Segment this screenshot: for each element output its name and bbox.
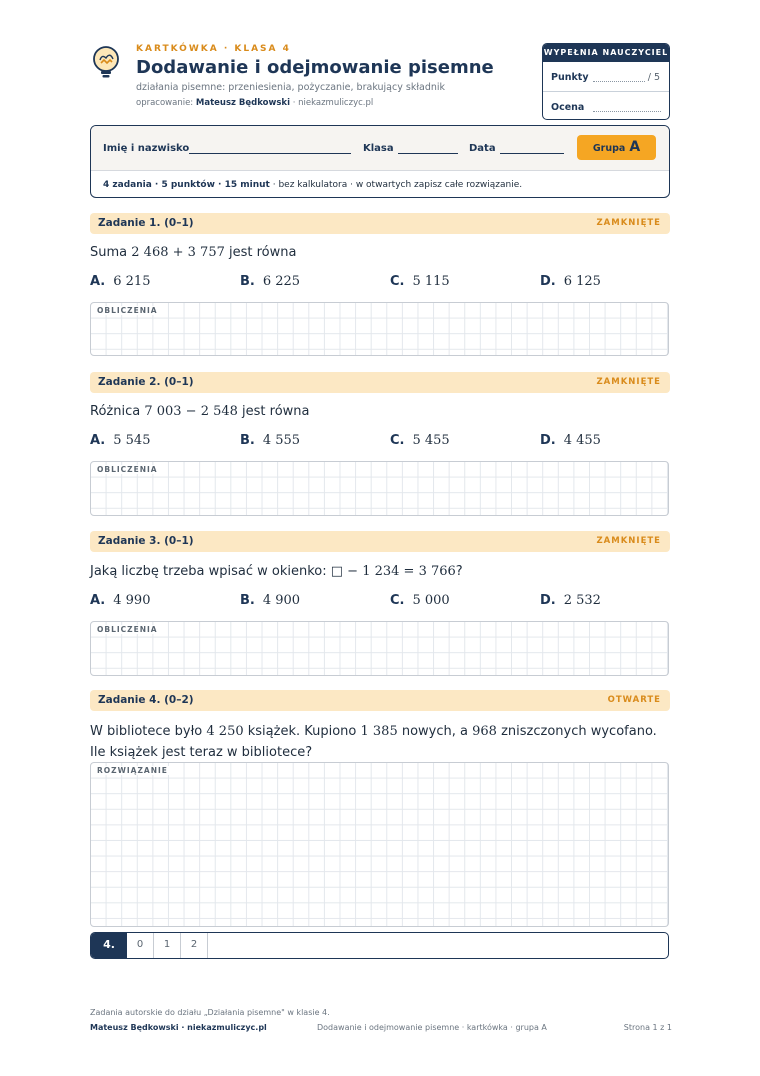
task-2-label: Zadanie 2. (0–1) (98, 376, 194, 388)
answer-value: 6 215 (113, 274, 151, 289)
task-3-question-math: □ − 1 234 = 3 766 (330, 564, 456, 579)
task-4-question (90, 721, 670, 763)
task-3-type: ZAMKNIĘTE (596, 536, 661, 546)
task-3-answer-d[interactable] (540, 593, 601, 608)
answer-letter: D. (540, 274, 556, 289)
task-2-question-tail: jest równa (237, 404, 310, 419)
task-1-question (90, 245, 296, 260)
task-3-work-area[interactable] (90, 621, 669, 676)
task-4-question-math: 968 (472, 724, 497, 739)
credits-site: · niekazmuliczyc.pl (292, 98, 374, 108)
points-field[interactable] (593, 81, 645, 82)
task-2-question-text: Różnica (90, 404, 145, 419)
task-2-answers (90, 433, 670, 453)
task-4-question-math: 1 385 (360, 724, 398, 739)
task-2-work-area[interactable] (90, 461, 669, 516)
work-area-label: OBLICZENIA (97, 306, 158, 315)
footer-author: Mateusz Będkowski · niekazmuliczyc.pl (90, 1023, 267, 1032)
answer-value: 4 990 (113, 593, 151, 608)
page-subtitle: działania pisemne: przeniesienia, pożyczanie, brakujący składnik (136, 82, 446, 93)
name-field[interactable] (189, 153, 351, 154)
task-2-question (90, 404, 310, 419)
task-1-question-math: 2 468 + 3 757 (131, 245, 225, 260)
task-1-question-text: Suma (90, 245, 132, 260)
task-3-header (90, 531, 670, 552)
task-3-answers (90, 593, 670, 613)
work-area-label: OBLICZENIA (97, 625, 158, 634)
grade-field[interactable] (593, 111, 661, 112)
task-4-work-area[interactable] (90, 762, 669, 927)
grade-label: Ocena (551, 102, 585, 113)
task-4-question-part: W bibliotece było (90, 724, 207, 739)
points-label: Punkty (551, 72, 589, 83)
task-3-answer-a[interactable] (90, 593, 150, 608)
class-field[interactable] (398, 153, 458, 154)
task-4-label: Zadanie 4. (0–2) (98, 694, 194, 706)
lightbulb-brain-icon (90, 44, 124, 80)
answer-letter: A. (90, 433, 106, 448)
task-1-header (90, 213, 670, 234)
score-task-number: 4. (91, 933, 127, 958)
student-info-box (90, 125, 670, 198)
teacher-box-title: WYPEŁNIA NAUCZYCIEL (543, 44, 669, 62)
task-3-question (90, 564, 463, 579)
task-4-question-math: 4 250 (206, 724, 244, 739)
task-4-question-part: zniszczonych wycofano. Ile książek jest teraz w bibliotece? (90, 724, 657, 760)
class-label: Klasa (363, 143, 394, 154)
task-2-answer-d[interactable] (540, 433, 601, 448)
page-title: Dodawanie i odejmowanie pisemne (136, 57, 494, 78)
test-info-summary: 4 zadania · 5 punktów · 15 minut (103, 180, 270, 190)
answer-value: 4 455 (563, 433, 601, 448)
task-1-question-tail: jest równa (224, 245, 297, 260)
task-3-label: Zadanie 3. (0–1) (98, 535, 194, 547)
task-1-work-area[interactable] (90, 302, 669, 356)
score-option-1[interactable]: 1 (154, 933, 181, 958)
group-badge (577, 135, 656, 160)
task-4-score-bar (90, 932, 669, 959)
answer-letter: A. (90, 274, 106, 289)
task-1-type: ZAMKNIĘTE (596, 218, 661, 228)
footer-page-number: Strona 1 z 1 (623, 1023, 672, 1032)
footer-center: Dodawanie i odejmowanie pisemne · kartkówka · grupa A (317, 1023, 547, 1032)
work-area-label: OBLICZENIA (97, 465, 158, 474)
task-4-header (90, 690, 670, 711)
date-label: Data (469, 143, 496, 154)
score-option-2[interactable]: 2 (181, 933, 208, 958)
answer-letter: C. (390, 593, 405, 608)
answer-letter: C. (390, 433, 405, 448)
group-label: Grupa (592, 143, 626, 154)
task-2-header (90, 372, 670, 393)
task-1-answer-b[interactable] (240, 274, 300, 289)
answer-value: 5 115 (412, 274, 450, 289)
task-2-answer-c[interactable] (390, 433, 450, 448)
task-4-type: OTWARTE (607, 695, 661, 705)
answer-value: 5 455 (412, 433, 450, 448)
answer-letter: B. (240, 433, 255, 448)
answer-letter: B. (240, 274, 255, 289)
name-label: Imię i nazwisko (103, 143, 190, 154)
answer-value: 5 545 (113, 433, 151, 448)
points-row (543, 62, 669, 91)
credits-author: Mateusz Będkowski (195, 98, 291, 108)
test-info-rules: · bez kalkulatora · w otwartych zapisz całe rozwiązanie. (272, 180, 523, 190)
answer-letter: B. (240, 593, 255, 608)
points-max: / 5 (647, 72, 660, 83)
credits-prefix: opracowanie: (136, 98, 194, 108)
answer-value: 4 555 (262, 433, 301, 448)
task-4-question-part: książek. Kupiono (243, 724, 361, 739)
work-area-label: ROZWIĄZANIE (97, 766, 168, 775)
task-1-answer-c[interactable] (390, 274, 450, 289)
date-field[interactable] (500, 153, 564, 154)
task-3-answer-b[interactable] (240, 593, 300, 608)
answer-letter: C. (390, 274, 405, 289)
student-fields (91, 126, 669, 171)
task-2-question-math: 7 003 − 2 548 (144, 404, 238, 419)
answer-value: 6 225 (262, 274, 301, 289)
task-2-answer-b[interactable] (240, 433, 300, 448)
answer-value: 5 000 (412, 593, 450, 608)
task-4-question-part: nowych, a (397, 724, 473, 739)
task-3-question-text: Jaką liczbę trzeba wpisać w okienko: (90, 564, 331, 579)
worksheet-kicker: KARTKÓWKA · KLASA 4 (136, 44, 291, 54)
score-option-0[interactable]: 0 (127, 933, 154, 958)
footer-note: Zadania autorskie do działu „Działania pisemne" w klasie 4. (90, 1008, 330, 1017)
answer-letter: D. (540, 433, 556, 448)
task-1-answers (90, 274, 670, 294)
answer-value: 2 532 (563, 593, 601, 608)
credits (136, 98, 373, 108)
task-1-label: Zadanie 1. (0–1) (98, 217, 194, 229)
task-1-answer-a[interactable] (90, 274, 150, 289)
grade-row (543, 91, 669, 120)
task-3-answer-c[interactable] (390, 593, 450, 608)
group-letter: A (629, 139, 641, 155)
answer-value: 6 125 (563, 274, 601, 289)
teacher-box (542, 43, 670, 120)
task-3-question-tail: ? (455, 564, 463, 579)
answer-letter: A. (90, 593, 106, 608)
answer-value: 4 900 (262, 593, 301, 608)
task-1-answer-d[interactable] (540, 274, 601, 289)
answer-letter: D. (540, 593, 556, 608)
task-2-type: ZAMKNIĘTE (596, 377, 661, 387)
task-2-answer-a[interactable] (90, 433, 150, 448)
test-info (91, 171, 669, 190)
